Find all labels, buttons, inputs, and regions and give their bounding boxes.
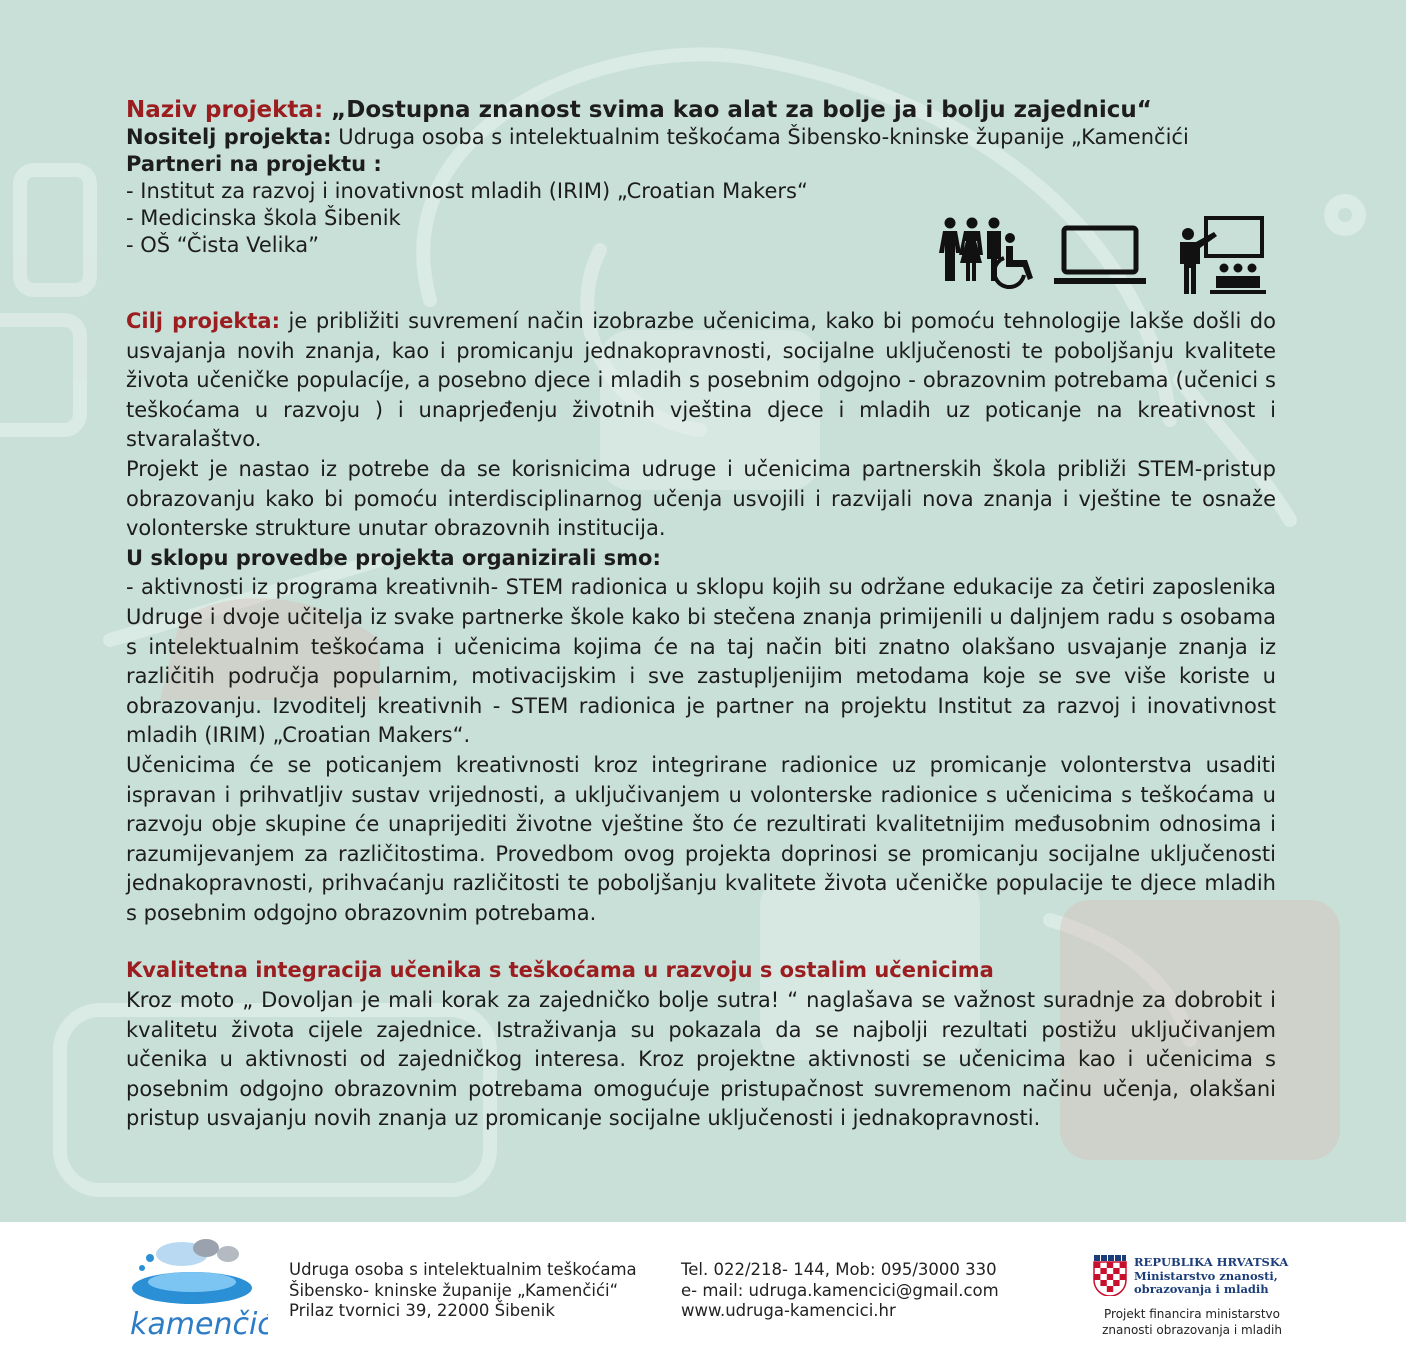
partner-item: - OŠ “Čista Velika” — [126, 233, 319, 257]
address-line: Prilaz tvornici 39, 22000 Šibenik — [289, 1301, 555, 1320]
project-holder-label: Nositelj projekta: — [126, 125, 332, 149]
organized-heading: U sklopu provedbe projekta organizirali smo: — [126, 545, 661, 570]
project-name: „Dostupna znanost svima kao alat za bolje ja i bolju zajednicu“ — [331, 97, 1152, 123]
integration-paragraph: Kroz moto „ Dovoljan je mali korak za zajedničko bolje sutra! “ naglašava se važnost suradnje za dobrobit i kvalitetu života cijele zajednice. Istraživanja su pokazala da se najbolji rezultati postižu uključivanjem učenika u aktivnosti od zajedničkog interesa. Kroz projektne aktivnosti se učenicima kao i učenicima s posebnim odgojno obrazovnim potrebama omogućuje pristupačnost suvremenom načinu učenja, olakšani pristup usvajanju novih znanja uz promicanje socijalne uključenosti i jednakopravnosti. — [126, 988, 1276, 1131]
partners-label: Partneri na projektu : — [126, 152, 382, 176]
origin-paragraph: Projekt je nastao iz potrebe da se korisnicima udruge i učenicima partnerskih škola približi STEM-pristup obrazovanju kako bi pomoću interdisciplinarnog učenja usvojili i razvijali nova znanja i vještine te osnaže volonterske strukture unutar obrazovnih institucija. — [126, 456, 1276, 541]
funding-note — [1092, 1306, 1292, 1338]
funding-line: Projekt financira ministarstvo — [1104, 1307, 1280, 1321]
project-holder: Udruga osoba s intelektualnim teškoćama Šibensko-kninske županije „Kamenčići — [338, 125, 1189, 149]
croatian-coat-of-arms-icon — [1092, 1254, 1128, 1296]
address-line: Šibensko- kninske županije „Kamenčići“ — [289, 1280, 619, 1300]
volunteer-paragraph: Učenicima će se poticanjem kreativnosti kroz integrirane radionice uz promicanje volonterstva usaditi ispravan i prihvatljiv sustav vrijednosti, a uključivanjem u volonterske radionice s učenicima s teškoćama u razvoju obje skupine će unaprijediti životne vještine što će rezultirati kvalitetnijim međusobnim odnosima i razumijevanjem za različitostima. Provedbom ovog projekta doprinosi se promicanju socijalne uključenosti jednakopravnosti, prihvaćanju različitosti te poboljšanju kvalitete života učeničke populacije te djece mladih s posebnim odgojno obrazovnim potrebama. — [126, 752, 1276, 925]
teacher-presentation-icon — [1176, 214, 1268, 298]
ministry-line: REPUBLIKA HRVATSKA — [1134, 1255, 1289, 1269]
laptop-icon — [1052, 224, 1148, 286]
ministry-line: obrazovanja i mladih — [1134, 1282, 1269, 1296]
goal-text: je približiti suvremení način izobrazbe učenicima, kako bi pomoću tehnologije lakše došli do usvajanja novih znanja, kao i promicanju jednakopravnosti, socijalne uključenosti te poboljšanju kvalitete života učeničke populacíje, a posebno djece i mladih s posebnim odgojno - obrazovnim potrebama (učenici s teškoćama u razvoju ) i unaprjeđenju životnih vještina djece i mladih uz poticanje na kreativnost i stvaralaštvo. — [126, 309, 1276, 452]
ministry-line: Ministarstvo znanosti, — [1134, 1268, 1278, 1283]
partner-item: - Medicinska škola Šibenik — [126, 206, 401, 230]
footer-contact — [681, 1260, 999, 1322]
goal-paragraph — [126, 307, 1276, 455]
funding-line: znanosti obrazovanja i mladih — [1102, 1323, 1282, 1337]
kamencici-logo — [126, 1236, 268, 1342]
website-link[interactable]: www.udruga-kamencici.hr — [681, 1301, 896, 1320]
project-name-label: Naziv projekta: — [126, 97, 324, 123]
footer — [0, 1222, 1406, 1354]
goal-label: Cilj projekta: — [126, 309, 281, 333]
logo-wordmark: kamenčići — [130, 1307, 268, 1342]
project-name-line — [126, 96, 1276, 124]
address-line: Udruga osoba s intelektualnim teškoćama — [289, 1260, 637, 1279]
partner-item: - Institut za razvoj i inovativnost mladih (IRIM) „Croatian Makers“ — [126, 179, 808, 203]
activities-paragraph: - aktivnosti iz programa kreativnih- STEM radionica u sklopu kojih su održane edukacije za četiri zaposlenika Udruge i dvoje učitelja iz svake partnerke škole kako bi stečena znanja primijenili u daljnjem radu s osobama s intelektualnim teškoćama i učenicima kojima će na taj način biti znatno olakšano usvajanje znanja iz različitih područja popularnim, motivacijskim i sve zastupljenijim metodama koje se sve više koriste u obrazovanju. Izvoditelj kreativnih - STEM radionica je partner na projektu Institut za razvoj i inovativnost mladih (IRIM) „Croatian Makers“. — [126, 575, 1276, 748]
project-holder-line — [126, 124, 1276, 151]
footer-address — [289, 1260, 637, 1322]
phone-line: Tel. 022/218- 144, Mob: 095/3000 330 — [681, 1260, 997, 1279]
integration-heading: Kvalitetna integracija učenika s teškoćama u razvoju s ostalim učenicima — [126, 958, 994, 983]
ministry-name — [1134, 1256, 1288, 1297]
stones-water-icon — [126, 1236, 268, 1342]
email-line[interactable]: e- mail: udruga.kamencici@gmail.com — [681, 1280, 999, 1300]
pictogram-row — [938, 214, 1268, 298]
people-accessibility-icon — [938, 214, 1038, 294]
